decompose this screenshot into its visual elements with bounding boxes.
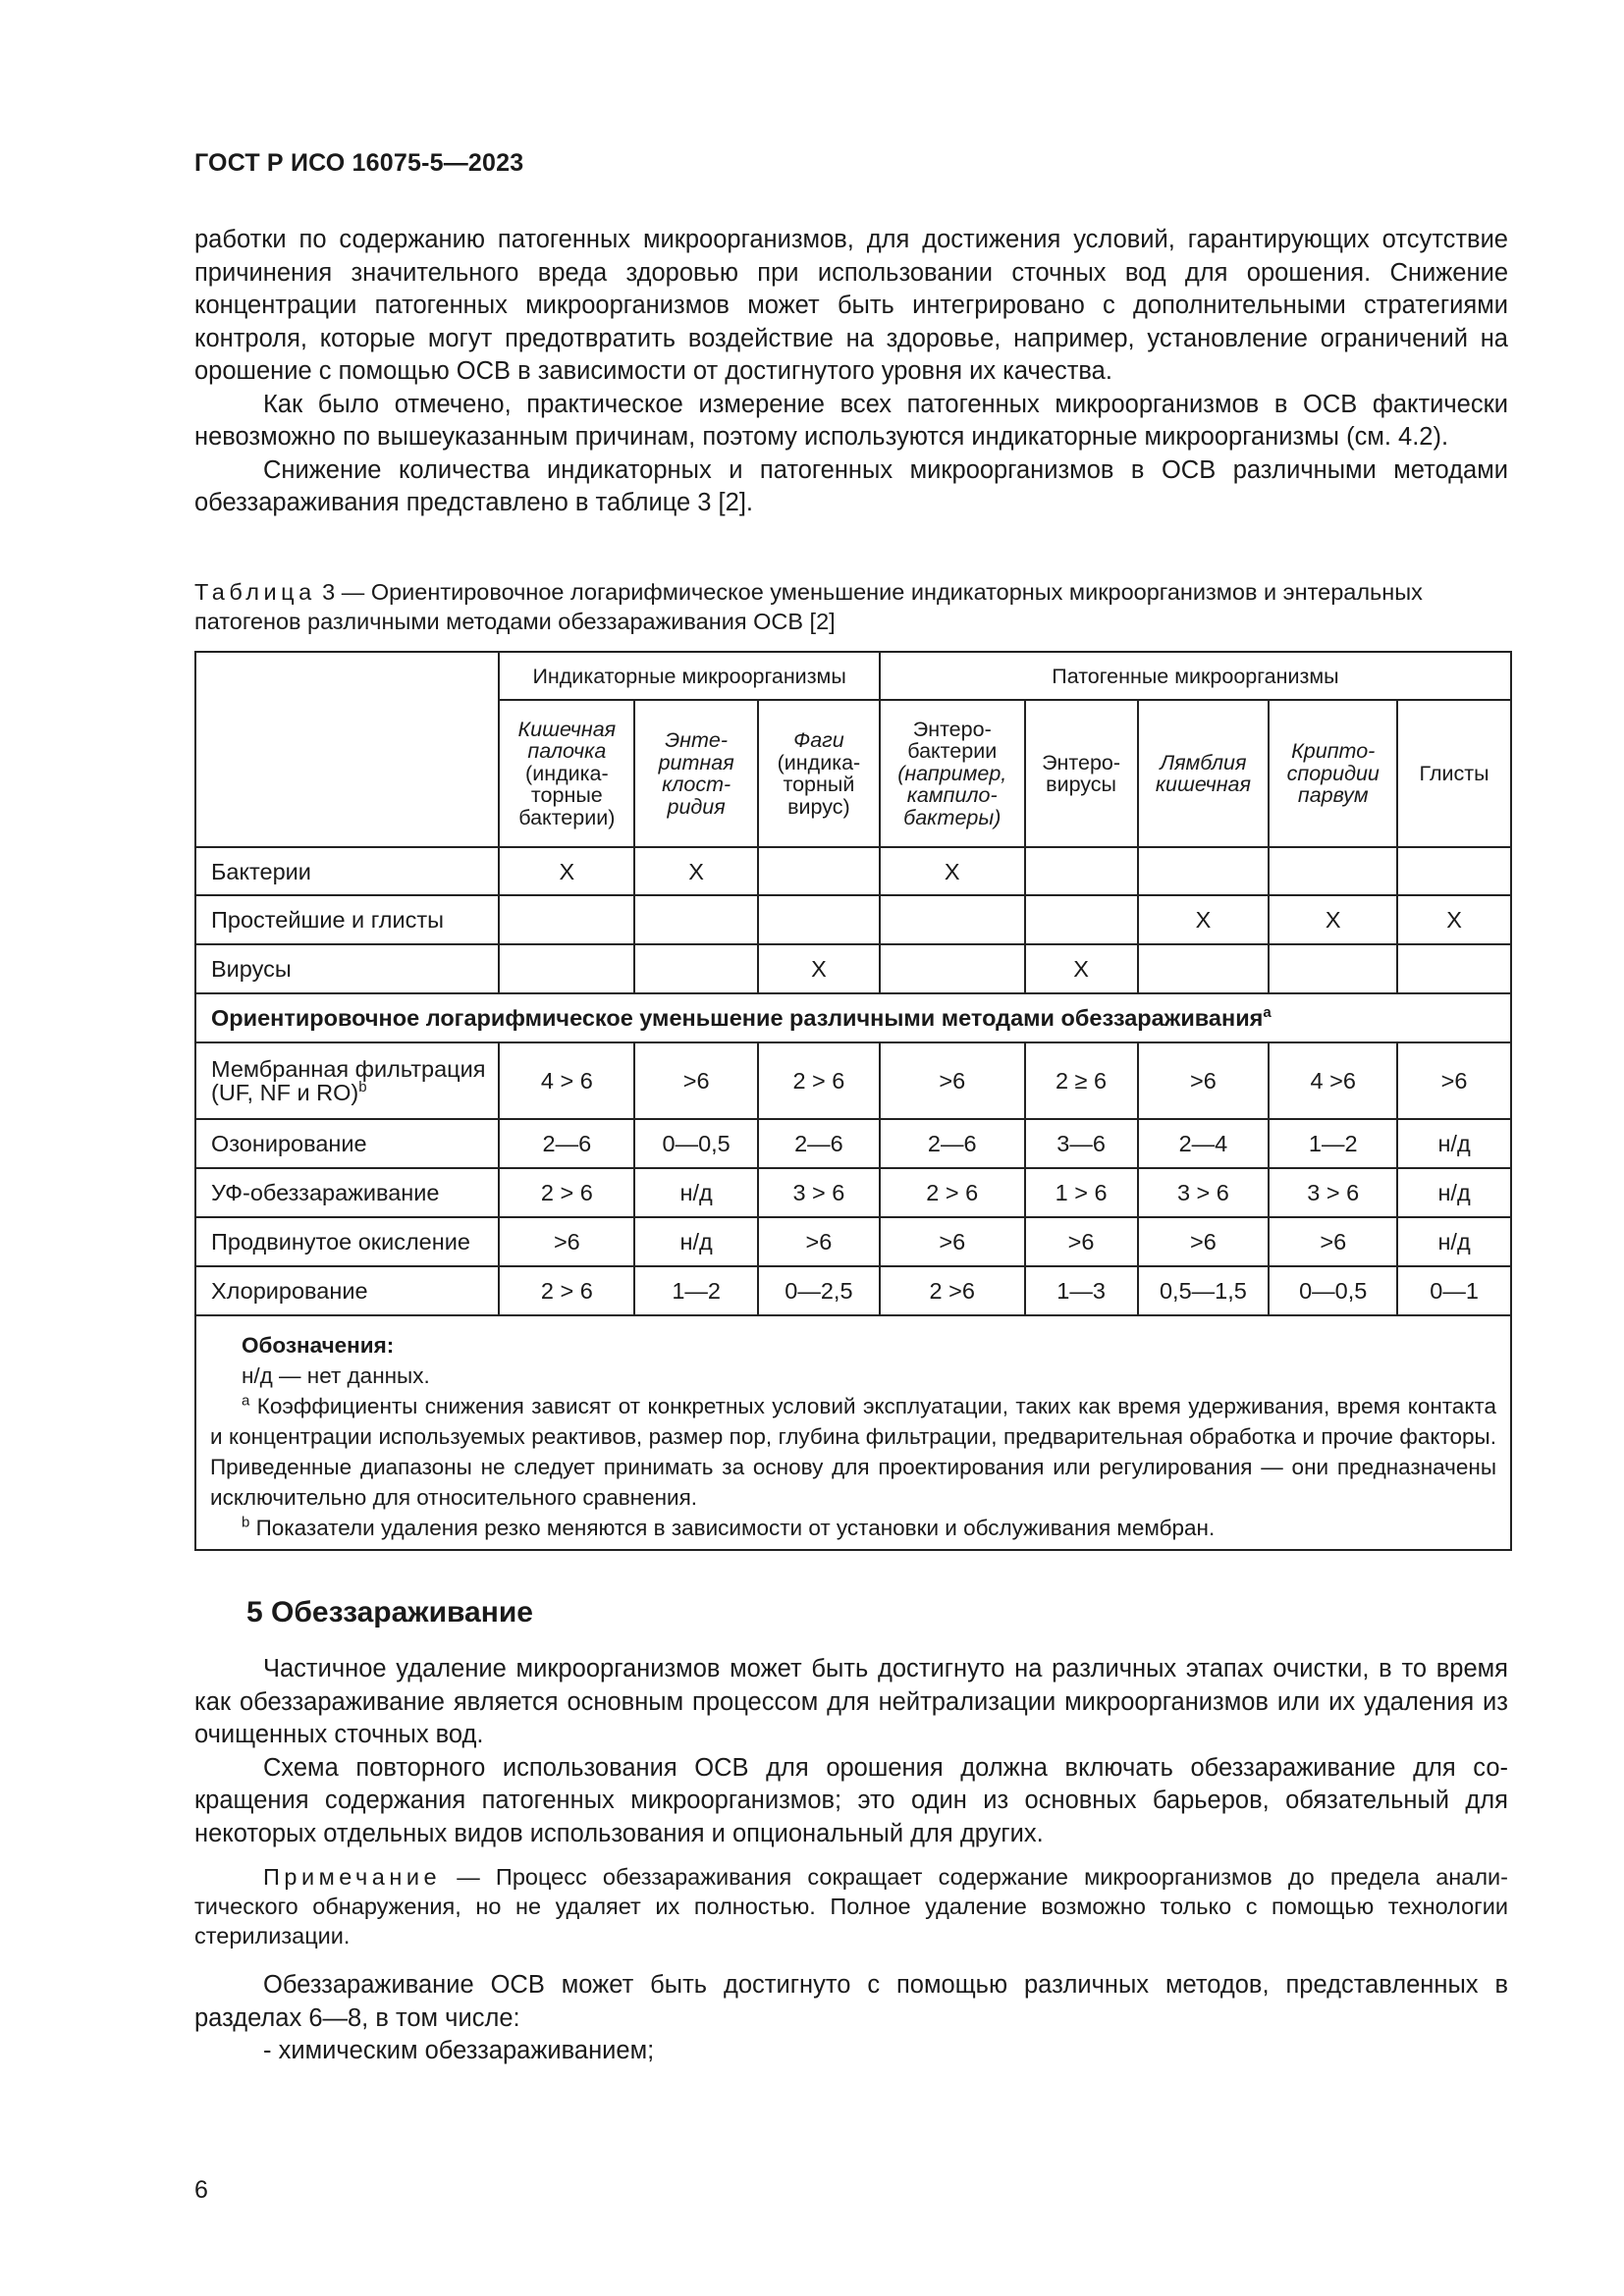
table-corner-cell — [195, 652, 499, 847]
table-cell: X — [1025, 944, 1138, 993]
table-cell: н/д — [1397, 1168, 1511, 1217]
reduction-table — [194, 651, 1512, 1551]
row-label: Хлорирование — [195, 1266, 499, 1315]
table-cell: X — [1397, 895, 1511, 944]
table-cell: X — [1138, 895, 1270, 944]
table-cell: >6 — [1025, 1217, 1138, 1266]
table-cell: 2 > 6 — [499, 1266, 634, 1315]
table-cell — [1269, 847, 1397, 895]
table-cell: >6 — [1397, 1042, 1511, 1119]
table-row — [195, 1042, 1511, 1119]
table-cell: >6 — [880, 1042, 1025, 1119]
table-row — [195, 944, 1511, 993]
table-cell — [1397, 847, 1511, 895]
table-cell — [1025, 895, 1138, 944]
paragraph: Снижение количества индикаторных и патогенных микроорганизмов в ОСВ различными методами обеззараживания представлено в таблице 3 [2]. — [194, 455, 1508, 516]
table-cell: 2—6 — [499, 1119, 634, 1168]
paragraph: Обеззараживание ОСВ может быть достигнуто с помощью различных методов, представленных в разделах 6—8, в том числе: — [194, 1971, 1508, 2032]
table-cell — [758, 847, 880, 895]
table-cell: 2 > 6 — [758, 1042, 880, 1119]
table-cell: 2—6 — [758, 1119, 880, 1168]
table-notes — [195, 1315, 1511, 1550]
table-cell: 3—6 — [1025, 1119, 1138, 1168]
table-cell — [1025, 847, 1138, 895]
col-header-enterobacteria: Энтеробактерии (например, кампилобактеры) — [880, 700, 1025, 847]
table-cell: 2 ≥ 6 — [1025, 1042, 1138, 1119]
table-cell: н/д — [1397, 1217, 1511, 1266]
paragraph: Как было отмечено, практическое измерение всех патогенных микроорганизмов в ОСВ фактически невозможно по вышеуказанным причинам, поэтому используются индикаторные микроорганизмы (см. 4.2). — [194, 390, 1508, 451]
table-cell: >6 — [1138, 1042, 1270, 1119]
table-section-row: Ориентировочное логарифмическое уменьшение различными методами обеззараживания$^a$ — [195, 993, 1511, 1042]
table-cell: >6 — [634, 1042, 758, 1119]
document-header: ГОСТ Р ИСО 16075-5—2023 — [194, 149, 524, 177]
table-cell — [880, 944, 1025, 993]
table-cell: 2 > 6 — [880, 1168, 1025, 1217]
table-cell — [880, 895, 1025, 944]
table-cell: 0—2,5 — [758, 1266, 880, 1315]
row-label: Вирусы — [195, 944, 499, 993]
table-cell: X — [880, 847, 1025, 895]
paragraph: Схема повторного использования ОСВ для орошения должна включать обеззараживание для сокращения содержания патогенных микроорганизмов; это один из основных барьеров, обязательный для некоторых отдельных видов использования и опциональный для других. — [194, 1753, 1508, 1847]
table-cell: 1—3 — [1025, 1266, 1138, 1315]
section5-text-continued — [194, 1969, 1508, 2068]
table-row — [195, 1266, 1511, 1315]
table-cell: 0—1 — [1397, 1266, 1511, 1315]
table-cell — [499, 895, 634, 944]
col-header-giardia: Лямблия кишечная — [1138, 700, 1270, 847]
table-cell: н/д — [634, 1168, 758, 1217]
table-cell: 0—0,5 — [634, 1119, 758, 1168]
group-header-pathogen: Патогенные микроорганизмы — [880, 652, 1511, 700]
table-cell: 2 > 6 — [499, 1168, 634, 1217]
table-cell: >6 — [1269, 1217, 1397, 1266]
table-cell: 3 > 6 — [1138, 1168, 1270, 1217]
table-cell: 3 > 6 — [1269, 1168, 1397, 1217]
row-label-membrane: Мембранная фильтрация (UF, NF и RO)$^b$ — [195, 1042, 499, 1119]
table-cell — [499, 944, 634, 993]
col-header-clostridia: Энтеритная клостридия — [634, 700, 758, 847]
table-cell: X — [634, 847, 758, 895]
table-cell — [1397, 944, 1511, 993]
table-row — [195, 1168, 1511, 1217]
table-cell — [758, 895, 880, 944]
paragraph: работки по содержанию патогенных микроорганизмов, для достижения условий, гарантирующих отсутствие причинения значительного вреда здоровью при использовании сточных вод для орошения. Снижение концентрации патогенных микроорганизмов может быть интегрировано с дополнительными стратегиями контроля, которые могут предотвратить воздействие на здоровье, например, установление ограничений на орошение с помощью ОСВ в зависимости от достигнутого уровня их качества. — [194, 226, 1508, 385]
footnote-a: $^a$ Коэффициенты снижения зависят от конкретных условий эксплуатации, таких как время удерживания, время контакта и концентрации используемых реактивов, размер пор, глубина фильтрации, предварительная обработка и прочие факторы. Приведенные диапазоны не следует принимать за основу для проектирования или регулирования — они предназначены исключительно для относительного сравнения. — [210, 1392, 1496, 1510]
table-cell: 0—0,5 — [1269, 1266, 1397, 1315]
note-block — [194, 1862, 1508, 1950]
section5-text — [194, 1653, 1508, 1850]
col-header-enteroviruses: Энтеровирусы — [1025, 700, 1138, 847]
footnote-b: $^b$ Показатели удаления резко меняются в зависимости от установки и обслуживания мембран. — [242, 1514, 1216, 1540]
table-cell: X — [1269, 895, 1397, 944]
table-row — [195, 1119, 1511, 1168]
row-label: Простейшие и глисты — [195, 895, 499, 944]
table-cell: >6 — [880, 1217, 1025, 1266]
table-cell: 4 > 6 — [499, 1042, 634, 1119]
table-cell: 0,5—1,5 — [1138, 1266, 1270, 1315]
table-cell: н/д — [634, 1217, 758, 1266]
table-cell: 3 > 6 — [758, 1168, 880, 1217]
table-cell: >6 — [1138, 1217, 1270, 1266]
notes-title: Обозначения: — [242, 1333, 395, 1358]
col-header-cryptosporidium: Криптоспоридии парвум — [1269, 700, 1397, 847]
table-caption-label: Таблица — [194, 579, 316, 605]
table-cell: 2—6 — [880, 1119, 1025, 1168]
paragraph: Частичное удаление микроорганизмов может быть достигнуто на различных этапах очистки, в то время как обеззараживание является основным процессом для нейтрализации микроорганизмов или их удаления из очищенных сточных вод. — [194, 1655, 1508, 1748]
row-label: Продвинутое окисление — [195, 1217, 499, 1266]
table-cell: >6 — [758, 1217, 880, 1266]
note-nd: н/д — нет данных. — [242, 1363, 430, 1388]
col-header-helminths: Глисты — [1397, 700, 1511, 847]
table-row — [195, 895, 1511, 944]
table-cell — [1138, 847, 1270, 895]
table-cell — [1138, 944, 1270, 993]
table-cell: 1 > 6 — [1025, 1168, 1138, 1217]
table-cell: X — [758, 944, 880, 993]
table-caption — [194, 577, 1512, 636]
page-number: 6 — [194, 2176, 208, 2204]
table-cell: X — [499, 847, 634, 895]
col-header-phages: Фаги (индикаторный вирус) — [758, 700, 880, 847]
table-cell — [1269, 944, 1397, 993]
table-cell: >6 — [499, 1217, 634, 1266]
row-label: Бактерии — [195, 847, 499, 895]
col-header-ecoli: Кишечная палочка (индикаторные бактерии) — [499, 700, 634, 847]
section-title: 5 Обеззараживание — [246, 1596, 533, 1629]
table-cell: 2 >6 — [880, 1266, 1025, 1315]
row-label: УФ-обеззараживание — [195, 1168, 499, 1217]
table-cell: 1—2 — [1269, 1119, 1397, 1168]
intro-text — [194, 224, 1508, 520]
table-cell: 4 >6 — [1269, 1042, 1397, 1119]
table-cell: 1—2 — [634, 1266, 758, 1315]
table-cell — [634, 944, 758, 993]
table-cell — [634, 895, 758, 944]
row-label: Озонирование — [195, 1119, 499, 1168]
table-cell: 2—4 — [1138, 1119, 1270, 1168]
note-text: — Процесс обеззараживания сокращает содержание микроорганизмов до предела аналитического обнаружения, но не удаляет их полностью. Полное удаление возможно только с помощью технологии стерилизации. — [194, 1864, 1508, 1949]
list-item: - химическим обеззараживанием; — [263, 2037, 655, 2064]
table-caption-text: 3 — Ориентировочное логарифмическое уменьшение индикаторных микроорганизмов и энтеральных патогенов различными методами обеззараживания ОСВ [2] — [194, 579, 1423, 634]
group-header-indicator: Индикаторные микроорганизмы — [499, 652, 879, 700]
table-row — [195, 1217, 1511, 1266]
table-row — [195, 847, 1511, 895]
note-label: Примечание — [263, 1864, 442, 1890]
table-cell: н/д — [1397, 1119, 1511, 1168]
